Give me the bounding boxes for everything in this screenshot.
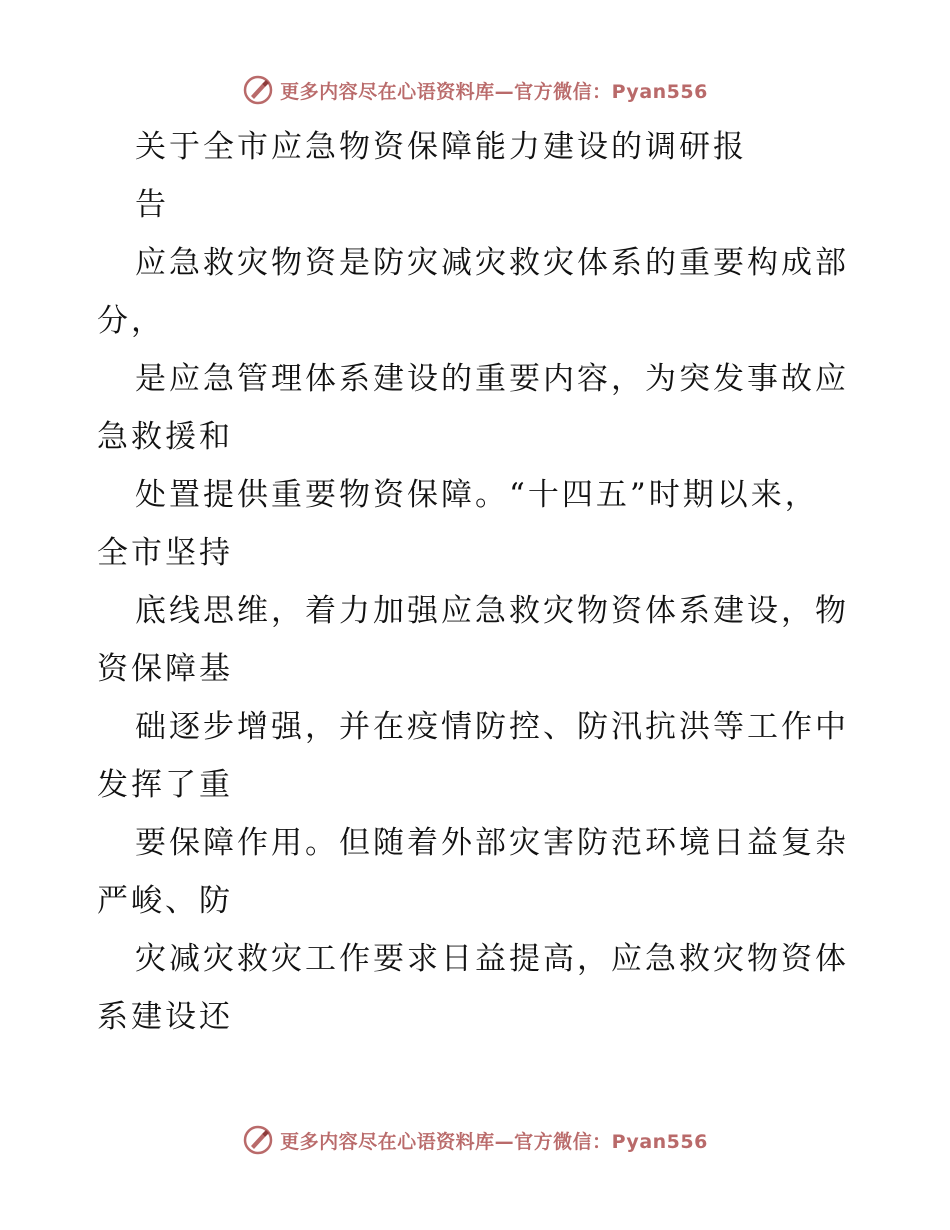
watermark-footer — [0, 1120, 950, 1160]
document-line: 分， — [97, 303, 165, 339]
document-line: 处置提供重要物资保障。“十四五”时期以来， — [135, 477, 819, 513]
document-line: 应急救灾物资是防灾减灾救灾体系的重要构成部 — [135, 245, 849, 281]
pen-nib-logo-icon — [242, 1124, 274, 1156]
watermark-header — [0, 70, 950, 110]
document-line: 底线思维，着力加强应急救灾物资体系建设，物 — [135, 593, 849, 629]
document-line: 告 — [135, 187, 169, 223]
watermark-text: 更多内容尽在心语资料库—官方微信：Pyan556 — [280, 1130, 708, 1153]
document-line: 系建设还 — [97, 999, 233, 1035]
document-line: 灾减灾救灾工作要求日益提高，应急救灾物资体 — [135, 941, 849, 977]
document-line: 严峻、防 — [97, 883, 233, 919]
document-line: 全市坚持 — [97, 535, 233, 571]
document-line: 要保障作用。但随着外部灾害防范环境日益复杂 — [135, 825, 849, 861]
document-line: 础逐步增强，并在疫情防控、防汛抗洪等工作中 — [135, 709, 849, 745]
document-line: 发挥了重 — [97, 767, 233, 803]
document-line: 关于全市应急物资保障能力建设的调研报 — [135, 129, 747, 165]
watermark-text: 更多内容尽在心语资料库—官方微信：Pyan556 — [280, 80, 708, 103]
pen-nib-logo-icon — [242, 74, 274, 106]
document-line: 资保障基 — [97, 651, 233, 687]
document-body — [97, 118, 857, 1046]
document-line: 急救援和 — [97, 419, 233, 455]
document-line: 是应急管理体系建设的重要内容，为突发事故应 — [135, 361, 849, 397]
